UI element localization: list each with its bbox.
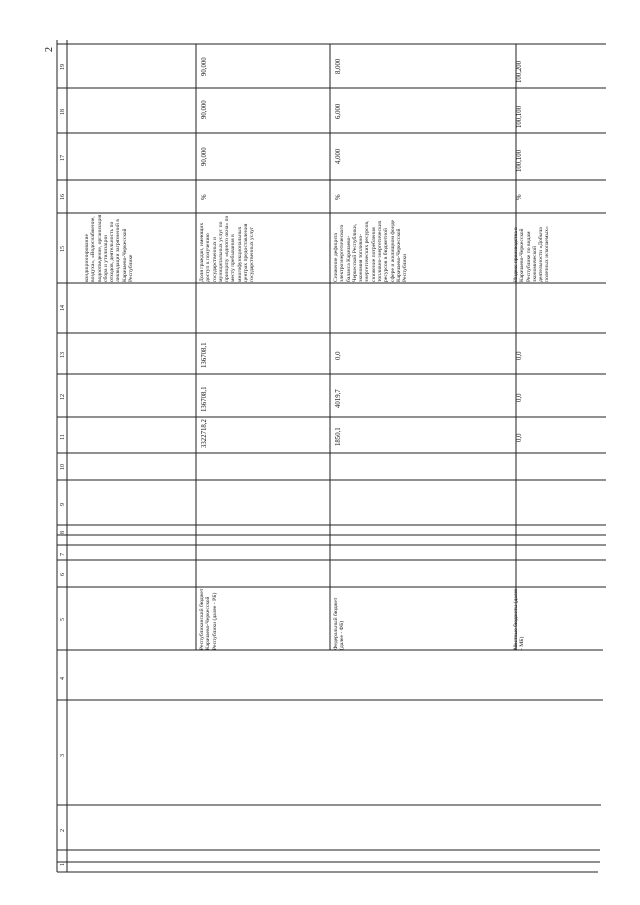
column-number-2: 2 bbox=[60, 829, 66, 832]
row-3-col11-value: 0,0 bbox=[516, 433, 523, 442]
column-number-3: 3 bbox=[60, 754, 66, 757]
column-number-12: 12 bbox=[60, 394, 66, 400]
row-1-funding-source: Республиканский бюджет Карачаево-Черкесской Республики (далее - РБ) bbox=[199, 588, 218, 650]
column-number-13: 13 bbox=[60, 352, 66, 358]
column-number-5: 5 bbox=[60, 618, 66, 621]
row-2-indicator: Снижение дефицита электроэнергетического баланса Карачаево-Черкесской Республики, экономия топливно-энергетических ресурсов, снижение потребления топливно-энергетических ресурсов в бюджетной сфере и жилищном фонде Карачаево-Черкесской Республики bbox=[333, 219, 409, 282]
row-1-col18-value: 90,000 bbox=[201, 100, 208, 119]
row-2-col12-value: 4019,7 bbox=[335, 389, 342, 408]
column-number-6: 6 bbox=[60, 573, 66, 576]
row-1-col13-value: 136708,1 bbox=[201, 342, 208, 368]
column-number-7: 7 bbox=[60, 553, 66, 556]
column-number-9: 9 bbox=[60, 503, 66, 506]
row-2-col13-value: 0,0 bbox=[335, 351, 342, 360]
row-1-col17-value: 90,000 bbox=[201, 147, 208, 166]
row-2-col18-value: 6,000 bbox=[335, 103, 342, 119]
column-number-15: 15 bbox=[60, 246, 66, 252]
row-3-col18-value: 100,100 bbox=[516, 105, 523, 128]
column-number-10: 10 bbox=[60, 464, 66, 470]
row-2-unit: % bbox=[335, 194, 342, 200]
column-number-17: 17 bbox=[60, 155, 66, 161]
row-3-funding-source: Местные бюджеты (далее - МБ) bbox=[513, 588, 526, 650]
column-number-16: 16 bbox=[60, 194, 66, 200]
column-number-4: 4 bbox=[60, 677, 66, 680]
page-number: 2 bbox=[44, 47, 55, 52]
row-0-indicator: кондиционирование воздуха», «Водоснабжение, водоотведение, организация сбора и утилизации отходов, деятельность по ликвидации загрязнений в Карачаево-Черкесской Республике bbox=[84, 214, 135, 282]
row-2-col19-value: 8,000 bbox=[335, 58, 342, 74]
row-3-col17-value: 100,100 bbox=[516, 149, 523, 172]
row-3-indicator: Индекс производства в Карачаево-Черкесской Республике по видам экономической деятельности «Добыча полезных ископаемых» bbox=[513, 226, 551, 282]
row-1-col19-value: 90,000 bbox=[201, 57, 208, 76]
row-3-col19-value: 100,200 bbox=[516, 60, 523, 83]
row-1-col11-value: 3322718,2 bbox=[201, 419, 208, 448]
column-number-14: 14 bbox=[60, 305, 66, 311]
row-1-col12-value: 136708,1 bbox=[201, 386, 208, 412]
column-number-1: 1 bbox=[60, 863, 66, 866]
row-2-col17-value: 4,000 bbox=[335, 148, 342, 164]
row-3-unit: % bbox=[516, 194, 523, 200]
row-3-col12-value: 0,0 bbox=[516, 393, 523, 402]
column-number-8: 8 bbox=[60, 531, 66, 534]
column-number-19: 19 bbox=[60, 64, 66, 70]
column-number-18: 18 bbox=[60, 109, 66, 115]
row-2-funding-source: Федеральный бюджет (далее - ФБ) bbox=[333, 597, 346, 650]
column-number-11: 11 bbox=[60, 434, 66, 440]
row-2-col11-value: 1850,1 bbox=[335, 427, 342, 446]
row-3-col13-value: 0,0 bbox=[516, 351, 523, 360]
row-1-indicator: Доля граждан, имеющих доступ к получению государственных и муниципальных услуг по принципу «одного окна» по месту пребывания в многофункциональных центрах предоставления государственных услуг bbox=[199, 215, 256, 282]
row-1-unit: % bbox=[201, 194, 208, 200]
